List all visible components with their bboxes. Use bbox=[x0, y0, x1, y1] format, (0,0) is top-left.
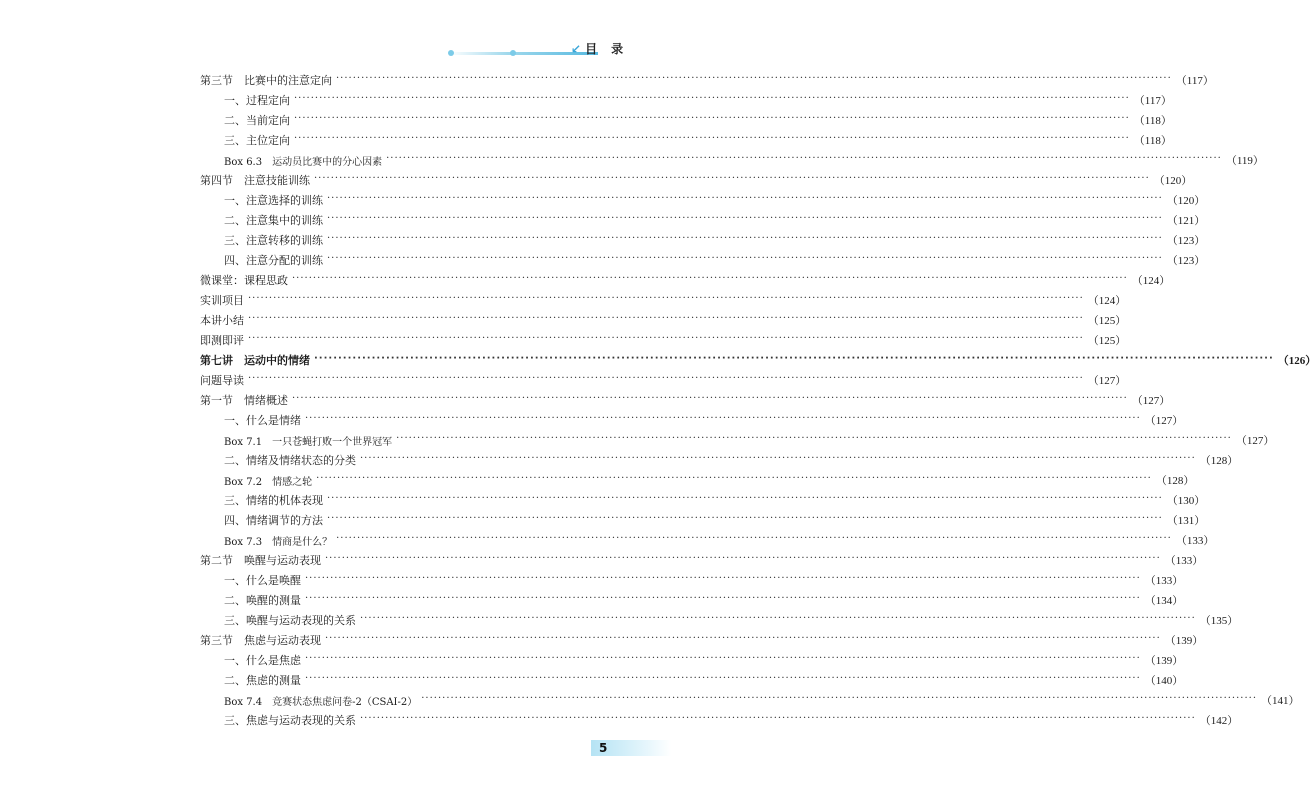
leader-dots: ········································································································································································································ bbox=[305, 573, 1141, 584]
leader-dots: ········································································································································································································ bbox=[294, 113, 1130, 124]
leader-dots: ········································································································································································································ bbox=[292, 273, 1128, 284]
leader-dots: ········································································································································································································ bbox=[292, 393, 1128, 404]
toc-entry[interactable] bbox=[200, 430, 1275, 450]
toc-entry-label: 三、焦虑与运动表现的关系 bbox=[224, 714, 356, 727]
toc-entry-page: （123） bbox=[1166, 255, 1206, 267]
toc-entry-page: （128） bbox=[1199, 455, 1239, 467]
toc-entry-label: 第七讲 运动中的情绪 bbox=[200, 354, 310, 367]
toc-entry-label: 三、情绪的机体表现 bbox=[224, 494, 323, 507]
leader-dots: ········································································································································································································ bbox=[386, 153, 1222, 164]
toc-entry-label: 二、焦虑的测量 bbox=[224, 674, 301, 687]
toc-entry-label: 第三节 比赛中的注意定向 bbox=[200, 74, 332, 87]
toc-entry[interactable] bbox=[200, 450, 1239, 470]
header-dot bbox=[510, 50, 516, 56]
toc-entry[interactable] bbox=[200, 510, 1206, 530]
toc-entry[interactable] bbox=[200, 390, 1171, 410]
toc-entry-page: （133） bbox=[1164, 555, 1204, 567]
leader-dots: ········································································································································································································ bbox=[248, 313, 1084, 324]
toc-entry-label: 问题导读 bbox=[200, 374, 244, 387]
toc-entry[interactable] bbox=[200, 110, 1172, 130]
toc-entry-page: （121） bbox=[1166, 215, 1206, 227]
toc-entry-page: （124） bbox=[1087, 295, 1127, 307]
toc-entry[interactable] bbox=[200, 710, 1239, 730]
leader-dots: ········································································································································································································ bbox=[336, 533, 1172, 544]
toc-entry[interactable] bbox=[200, 230, 1206, 250]
page-number: 5 bbox=[599, 741, 608, 755]
toc-entry-page: （133） bbox=[1175, 535, 1215, 547]
leader-dots: ········································································································································································································ bbox=[294, 133, 1130, 144]
toc-entry-page: （127） bbox=[1131, 395, 1171, 407]
toc-entry-label: 二、注意集中的训练 bbox=[224, 214, 323, 227]
leader-dots: ········································································································································································································ bbox=[305, 653, 1141, 664]
toc-entry-label: Box 6.3 运动员比赛中的分心因素 bbox=[224, 156, 383, 168]
toc-entry-page: （128） bbox=[1155, 475, 1195, 487]
toc-entry[interactable] bbox=[200, 630, 1204, 650]
toc-entry-label: 二、唤醒的测量 bbox=[224, 594, 301, 607]
toc-entry-label: 一、什么是唤醒 bbox=[224, 574, 301, 587]
toc-entry-page: （125） bbox=[1087, 315, 1127, 327]
leader-dots: ········································································································································································································ bbox=[360, 713, 1196, 724]
header-title-char-1: 目 bbox=[585, 42, 600, 56]
toc-entry-label: Box 7.2 情感之轮 bbox=[224, 476, 313, 488]
toc-entry[interactable] bbox=[200, 690, 1300, 710]
toc-entry-page: （133） bbox=[1144, 575, 1184, 587]
toc-entry-label: 第二节 唤醒与运动表现 bbox=[200, 554, 321, 567]
toc-entry-label: 三、注意转移的训练 bbox=[224, 234, 323, 247]
arrow-down-left-icon: ↙ bbox=[571, 41, 584, 56]
leader-dots: ········································································································································································································ bbox=[421, 693, 1257, 704]
leader-dots: ········································································································································································································ bbox=[325, 633, 1161, 644]
toc-entry[interactable] bbox=[200, 70, 1214, 90]
toc-entry-page: （139） bbox=[1144, 655, 1184, 667]
leader-dots: ········································································································································································································ bbox=[305, 413, 1141, 424]
toc-entry-label: 本讲小结 bbox=[200, 314, 244, 327]
toc-entry[interactable] bbox=[200, 570, 1184, 590]
toc-entry-page: （120） bbox=[1153, 175, 1193, 187]
toc-entry[interactable] bbox=[200, 530, 1215, 550]
toc-entry-page: （131） bbox=[1166, 515, 1206, 527]
leader-dots: ········································································································································································································ bbox=[360, 613, 1196, 624]
leader-dots: ········································································································································································································ bbox=[314, 353, 1274, 364]
toc-entry-page: （127） bbox=[1087, 375, 1127, 387]
toc-entry-page: （127） bbox=[1144, 415, 1184, 427]
toc-entry[interactable] bbox=[200, 350, 1316, 370]
toc-entry-label: 二、当前定向 bbox=[224, 114, 290, 127]
leader-dots: ········································································································································································································ bbox=[314, 173, 1150, 184]
toc-entry[interactable] bbox=[200, 130, 1172, 150]
toc-entry[interactable] bbox=[200, 650, 1184, 670]
toc-entry-label: 微课堂：课程思政 bbox=[200, 274, 288, 287]
leader-dots: ········································································································································································································ bbox=[305, 593, 1141, 604]
toc-entry-page: （142） bbox=[1199, 715, 1239, 727]
toc-entry-page: （139） bbox=[1164, 635, 1204, 647]
toc-entry-label: Box 7.4 竞赛状态焦虑问卷-2（CSAI-2） bbox=[224, 696, 418, 708]
toc-entry-label: 三、主位定向 bbox=[224, 134, 290, 147]
toc-entry[interactable] bbox=[200, 310, 1127, 330]
toc-entry[interactable] bbox=[200, 90, 1172, 110]
leader-dots: ········································································································································································································ bbox=[248, 333, 1084, 344]
leader-dots: ········································································································································································································ bbox=[327, 213, 1163, 224]
leader-dots: ········································································································································································································ bbox=[248, 373, 1084, 384]
toc-entry[interactable] bbox=[200, 410, 1184, 430]
leader-dots: ········································································································································································································ bbox=[316, 473, 1152, 484]
toc-entry-label: 四、情绪调节的方法 bbox=[224, 514, 323, 527]
toc-entry-page: （127） bbox=[1235, 435, 1275, 447]
toc-entry[interactable] bbox=[200, 210, 1206, 230]
leader-dots: ········································································································································································································ bbox=[327, 253, 1163, 264]
toc-entry[interactable] bbox=[200, 170, 1193, 190]
toc-entry-page: （126） bbox=[1277, 355, 1316, 367]
toc-entry-label: 一、注意选择的训练 bbox=[224, 194, 323, 207]
toc-entry[interactable] bbox=[200, 270, 1171, 290]
toc-entry-page: （118） bbox=[1133, 135, 1172, 147]
leader-dots: ········································································································································································································ bbox=[248, 293, 1084, 304]
leader-dots: ········································································································································································································ bbox=[327, 513, 1163, 524]
toc-entry-page: （140） bbox=[1144, 675, 1184, 687]
leader-dots: ········································································································································································································ bbox=[360, 453, 1196, 464]
toc-entry-label: 实训项目 bbox=[200, 294, 244, 307]
header-title bbox=[571, 40, 625, 57]
toc-entry-label: Box 7.3 情商是什么？ bbox=[224, 536, 333, 548]
toc-entry[interactable] bbox=[200, 550, 1204, 570]
toc-entry[interactable] bbox=[200, 290, 1127, 310]
toc-entry-label: 四、注意分配的训练 bbox=[224, 254, 323, 267]
header-dot bbox=[448, 50, 454, 56]
header-title-char-2: 录 bbox=[611, 42, 626, 56]
table-of-contents bbox=[200, 70, 1316, 730]
toc-entry-page: （120） bbox=[1166, 195, 1206, 207]
toc-entry-page: （141） bbox=[1261, 695, 1300, 707]
toc-entry-label: 第一节 情绪概述 bbox=[200, 394, 288, 407]
toc-entry-label: 第三节 焦虑与运动表现 bbox=[200, 634, 321, 647]
toc-entry-page: （134） bbox=[1144, 595, 1184, 607]
toc-entry[interactable] bbox=[200, 490, 1206, 510]
toc-entry-page: （125） bbox=[1087, 335, 1127, 347]
leader-dots: ········································································································································································································ bbox=[327, 233, 1163, 244]
toc-entry-page: （135） bbox=[1199, 615, 1239, 627]
toc-entry[interactable] bbox=[200, 330, 1127, 350]
toc-entry-label: 一、什么是焦虑 bbox=[224, 654, 301, 667]
toc-entry-label: 一、过程定向 bbox=[224, 94, 290, 107]
toc-entry-label: 三、唤醒与运动表现的关系 bbox=[224, 614, 356, 627]
toc-entry[interactable] bbox=[200, 470, 1195, 490]
leader-dots: ········································································································································································································ bbox=[336, 73, 1172, 84]
toc-entry-page: （124） bbox=[1131, 275, 1171, 287]
leader-dots: ········································································································································································································ bbox=[327, 493, 1163, 504]
toc-entry-label: 即测即评 bbox=[200, 334, 244, 347]
toc-entry[interactable] bbox=[200, 250, 1206, 270]
toc-entry-page: （117） bbox=[1133, 95, 1172, 107]
leader-dots: ········································································································································································································ bbox=[396, 433, 1232, 444]
leader-dots: ········································································································································································································ bbox=[325, 553, 1161, 564]
toc-entry[interactable] bbox=[200, 670, 1184, 690]
toc-entry-label: 第四节 注意技能训练 bbox=[200, 174, 310, 187]
leader-dots: ········································································································································································································ bbox=[294, 93, 1130, 104]
toc-entry[interactable] bbox=[200, 190, 1206, 210]
toc-entry-label: 二、情绪及情绪状态的分类 bbox=[224, 454, 356, 467]
toc-entry-label: 一、什么是情绪 bbox=[224, 414, 301, 427]
toc-entry-page: （118） bbox=[1133, 115, 1172, 127]
toc-entry[interactable] bbox=[200, 590, 1184, 610]
toc-entry-page: （119） bbox=[1225, 155, 1264, 167]
toc-entry[interactable] bbox=[200, 610, 1239, 630]
toc-entry[interactable] bbox=[200, 150, 1264, 170]
toc-entry-page: （130） bbox=[1166, 495, 1206, 507]
toc-entry-page: （123） bbox=[1166, 235, 1206, 247]
toc-entry-page: （117） bbox=[1175, 75, 1214, 87]
leader-dots: ········································································································································································································ bbox=[327, 193, 1163, 204]
leader-dots: ········································································································································································································ bbox=[305, 673, 1141, 684]
toc-entry-label: Box 7.1 一只苍蝇打败一个世界冠军 bbox=[224, 436, 393, 448]
toc-entry[interactable] bbox=[200, 370, 1127, 390]
